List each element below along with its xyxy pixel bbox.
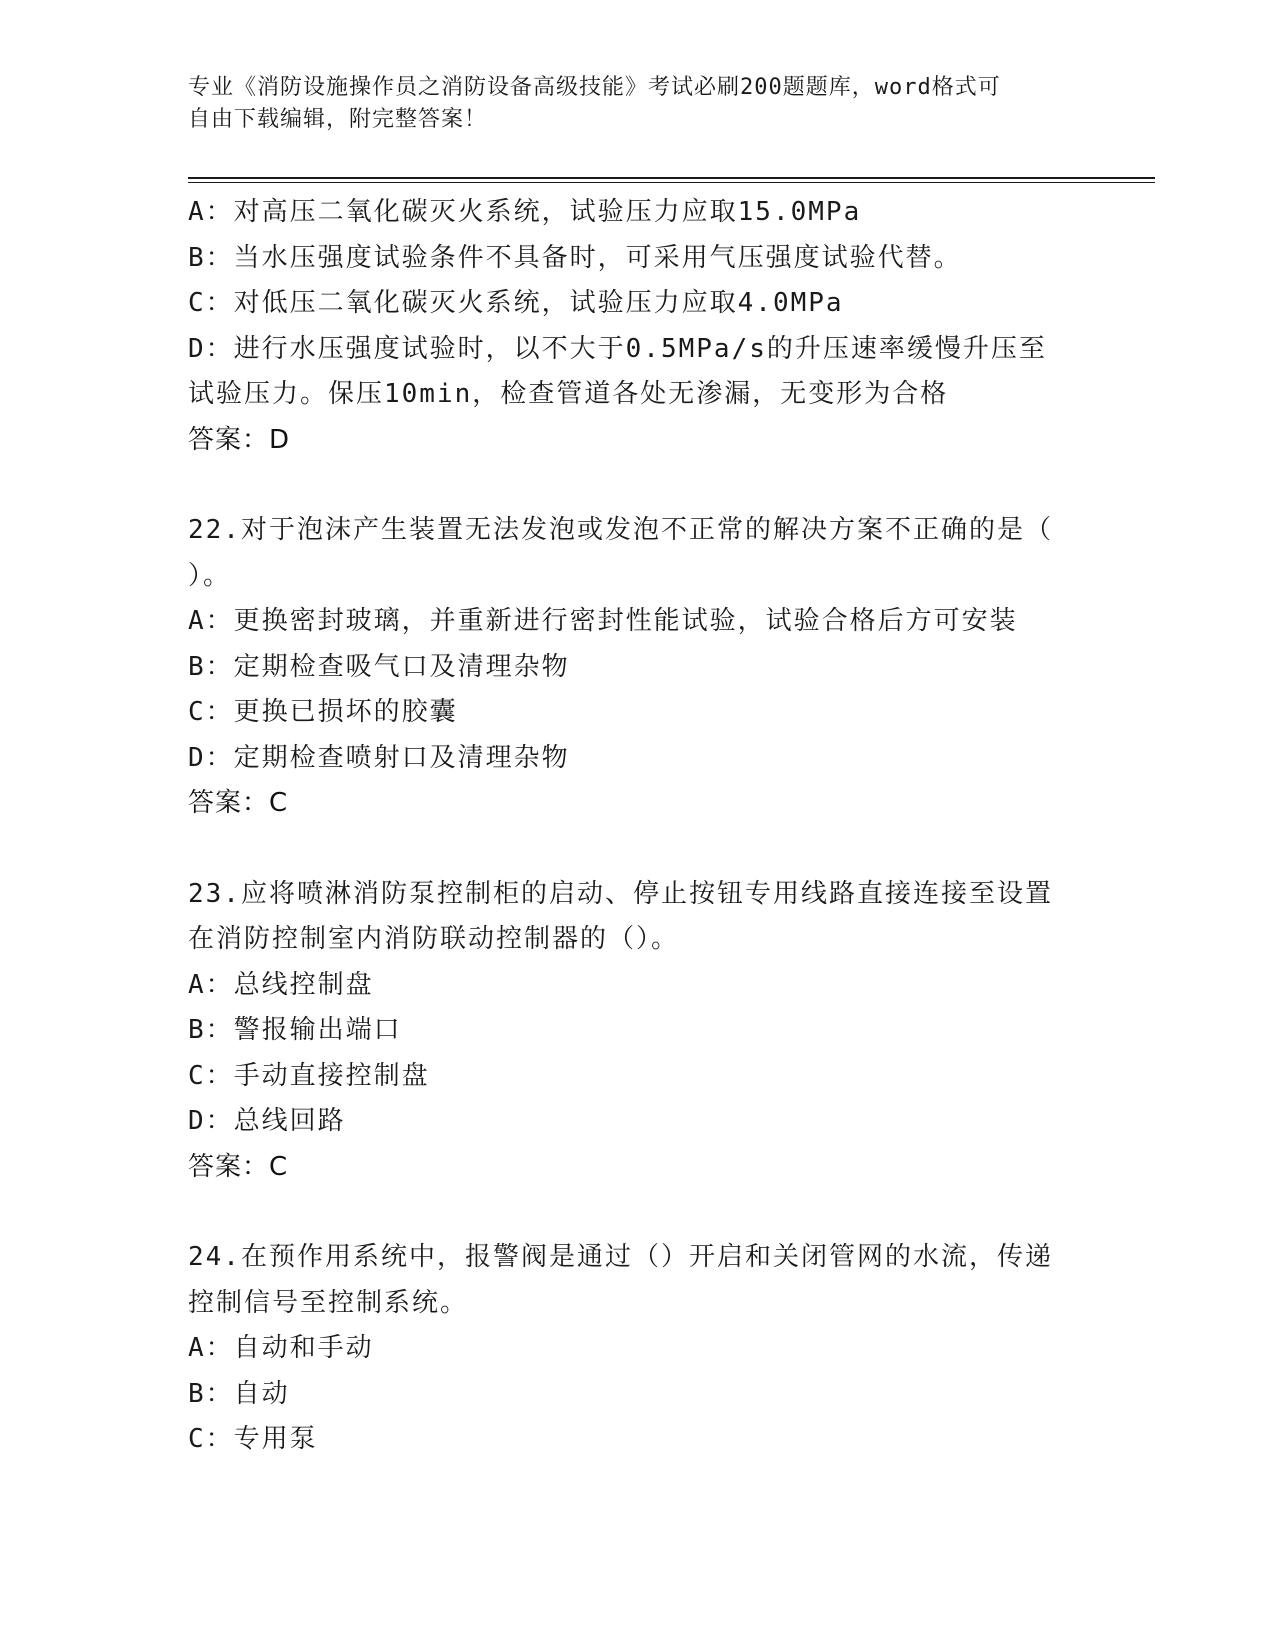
q24-stem-line-1: 24.在预作用系统中，报警阀是通过（）开启和关闭管网的水流，传递 [188,1242,1053,1272]
q23-option-c: C：手动直接控制盘 [188,1060,430,1091]
question-24 [188,1235,1088,1463]
q22-option-b: B：定期检查吸气口及清理杂物 [188,651,570,682]
q22-option-a: A：更换密封玻璃，并重新进行密封性能试验，试验合格后方可安装 [188,606,1018,636]
header-divider-thin [188,182,1155,183]
q23-option-a: A：总线控制盘 [188,969,374,1000]
question-23 [188,872,1088,1191]
q21-answer: 答案：D [188,424,291,455]
header-line-1: 专业《消防设施操作员之消防设备高级技能》考试必刷200题题库，word格式可 [188,75,1001,100]
spacer [188,1190,1088,1235]
q21-option-b: B：当水压强度试验条件不具备时，可采用气压强度试验代替。 [188,242,962,273]
q22-stem-line-2: ）。 [188,560,232,591]
q22-stem-line-1: 22.对于泡沫产生装置无法发泡或发泡不正常的解决方案不正确的是（ [188,515,1053,545]
question-list [188,190,1088,1463]
q23-answer: 答案：C [188,1151,289,1182]
q21-option-d-line-1: D：进行水压强度试验时，以不大于0.5MPa/s的升压速率缓慢升压至 [188,333,1047,364]
q22-option-c: C：更换已损坏的胶囊 [188,697,458,727]
question-21 [188,190,1088,463]
document-header [188,72,1068,136]
q22-answer: 答案：C [188,788,289,818]
q23-stem-line-2: 在消防控制室内消防联动控制器的（）。 [188,924,680,954]
q21-option-a: A：对高压二氧化碳灭火系统，试验压力应取15.0MPa [188,197,862,227]
q21-option-c: C：对低压二氧化碳灭火系统，试验压力应取4.0MPa [188,288,844,318]
q23-option-b: B：警报输出端口 [188,1015,402,1045]
header-line-2: 自由下载编辑，附完整答案！ [188,107,488,132]
spacer [188,827,1088,872]
q24-stem-line-2: 控制信号至控制系统。 [188,1287,469,1318]
q24-option-b: B：自动 [188,1378,290,1409]
q24-option-c: C：专用泵 [188,1424,318,1454]
spacer [188,463,1088,508]
question-22 [188,508,1088,827]
q23-option-d: D：总线回路 [188,1106,346,1136]
header-divider-thick [188,177,1155,179]
q24-option-a: A：自动和手动 [188,1333,374,1363]
q21-option-d-line-2: 试验压力。保压10min，检查管道各处无渗漏，无变形为合格 [188,379,949,409]
q23-stem-line-1: 23.应将喷淋消防泵控制柜的启动、停止按钮专用线路直接连接至设置 [188,878,1053,909]
q22-option-d: D：定期检查喷射口及清理杂物 [188,742,570,773]
